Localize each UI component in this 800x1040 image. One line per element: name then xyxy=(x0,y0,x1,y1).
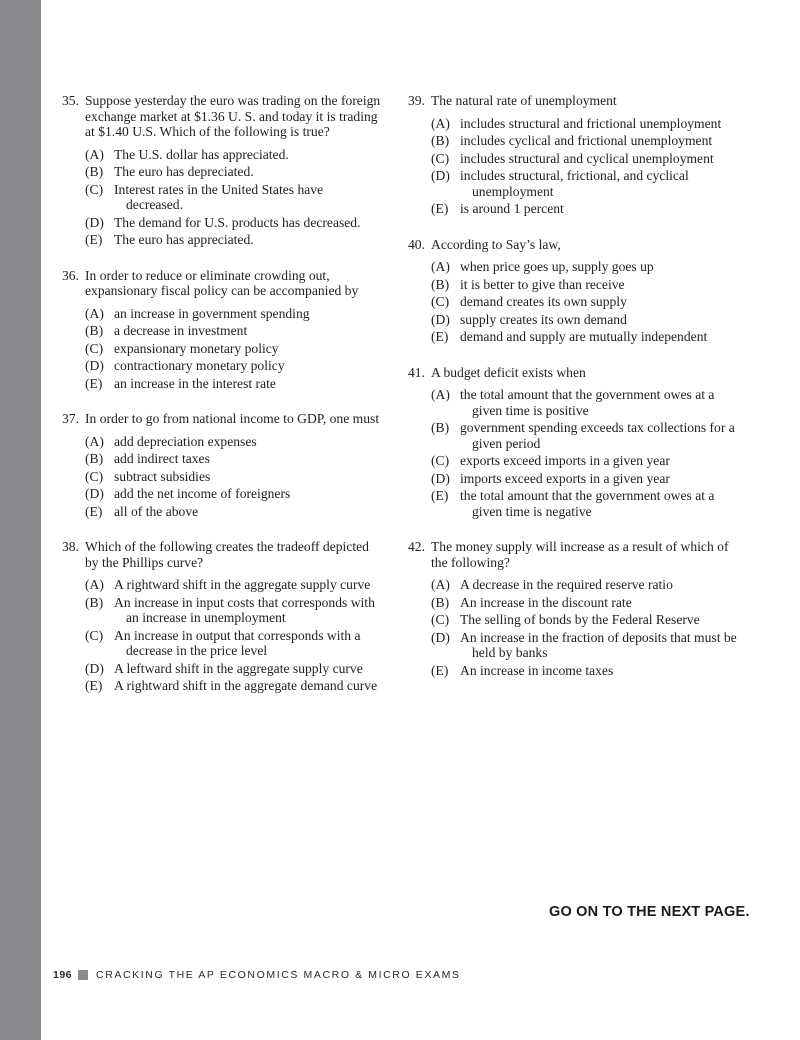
choice-text: An increase in the fraction of deposits that must be held by banks xyxy=(460,629,737,660)
choice-text: includes cyclical and frictional unemployment xyxy=(460,133,713,148)
question-number: 40. xyxy=(408,236,425,252)
choice-text: The selling of bonds by the Federal Reserve xyxy=(460,612,700,627)
choice-letter: (C) xyxy=(431,453,450,468)
choice-letter: (B) xyxy=(85,323,104,338)
answer-choice xyxy=(408,453,738,469)
answer-choice xyxy=(62,341,382,357)
choice-text: the total amount that the government owes at a given time is negative xyxy=(460,488,715,519)
choice-letter: (E) xyxy=(431,662,449,678)
answer-choice xyxy=(408,387,738,418)
choice-letter: (D) xyxy=(431,311,450,327)
answer-choice xyxy=(408,329,738,345)
choice-letter: (E) xyxy=(85,232,103,247)
choice-text: Interest rates in the United States have decreased. xyxy=(114,181,324,212)
choice-letter: (D) xyxy=(431,168,450,183)
question-stem: In order to reduce or eliminate crowding out, expansionary fiscal policy can be accompanied by xyxy=(85,267,359,298)
choice-letter: (B) xyxy=(431,276,450,292)
question-number: 38. xyxy=(62,539,79,554)
question-stem: A budget deficit exists when xyxy=(431,364,586,380)
answer-choice xyxy=(408,577,738,593)
question-number: 41. xyxy=(408,364,425,380)
question-number: 37. xyxy=(62,411,79,426)
choice-letter: (D) xyxy=(431,470,450,486)
choice-text: An increase in output that corresponds with a decrease in the price level xyxy=(114,627,361,658)
question-number: 36. xyxy=(62,267,79,283)
choice-letter: (E) xyxy=(85,503,103,519)
choice-text: add the net income of foreigners xyxy=(114,486,291,501)
choice-text: The euro has depreciated. xyxy=(114,164,254,179)
choice-letter: (C) xyxy=(85,468,104,484)
choice-text: a decrease in investment xyxy=(114,323,248,338)
answer-choice xyxy=(62,323,382,339)
question-stem: According to Say’s law, xyxy=(431,236,561,252)
answer-choice xyxy=(408,277,738,293)
answer-choice xyxy=(62,358,382,374)
answer-choice xyxy=(408,595,738,611)
choice-letter: (A) xyxy=(431,577,450,592)
question-number: 35. xyxy=(62,93,79,108)
question-41 xyxy=(408,365,738,520)
answer-choice xyxy=(408,133,738,149)
choice-text: it is better to give than receive xyxy=(460,276,625,292)
answer-choice xyxy=(62,434,382,450)
choice-letter: (B) xyxy=(431,133,450,148)
choice-text: exports exceed imports in a given year xyxy=(460,453,670,468)
answer-choice xyxy=(62,595,382,626)
answer-choices xyxy=(408,577,738,678)
choice-letter: (B) xyxy=(85,451,104,466)
choice-letter: (D) xyxy=(85,214,104,230)
choice-letter: (B) xyxy=(431,594,450,610)
choice-text: The euro has appreciated. xyxy=(114,232,254,247)
choice-text: A rightward shift in the aggregate demand curve xyxy=(114,678,378,693)
choice-letter: (D) xyxy=(85,660,104,676)
answer-choice xyxy=(62,306,382,322)
answer-choice xyxy=(62,182,382,213)
answer-choice xyxy=(408,294,738,310)
answer-choice xyxy=(408,488,738,519)
answer-choices xyxy=(408,259,738,345)
footer-square-icon xyxy=(78,970,88,980)
question-number: 39. xyxy=(408,93,425,108)
answer-choice xyxy=(408,420,738,451)
answer-choice xyxy=(408,168,738,199)
answer-choices xyxy=(408,387,738,519)
answer-choice xyxy=(62,678,382,694)
choice-letter: (C) xyxy=(431,294,450,309)
answer-choices xyxy=(62,306,382,392)
choice-text: an increase in government spending xyxy=(114,305,310,321)
question-number: 42. xyxy=(408,539,425,554)
choice-letter: (B) xyxy=(85,164,104,179)
answer-choice xyxy=(62,451,382,467)
choice-text: includes structural and cyclical unemployment xyxy=(460,150,714,166)
answer-choice xyxy=(62,628,382,659)
choice-letter: (A) xyxy=(431,259,450,274)
answer-choices xyxy=(62,434,382,520)
answer-choices xyxy=(408,116,738,217)
question-stem: In order to go from national income to GDP, one must xyxy=(85,411,380,426)
answer-choice xyxy=(408,312,738,328)
page-number: 196 xyxy=(53,969,73,981)
left-column xyxy=(62,93,382,714)
choice-letter: (C) xyxy=(431,150,450,166)
choice-text: demand creates its own supply xyxy=(460,294,627,309)
answer-choice xyxy=(408,630,738,661)
answer-choice xyxy=(62,232,382,248)
next-page-notice: GO ON TO THE NEXT PAGE. xyxy=(549,904,750,920)
choice-text: expansionary monetary policy xyxy=(114,340,279,356)
choice-text: An increase in input costs that corresponds with an increase in unemployment xyxy=(114,594,375,625)
choice-text: government spending exceeds tax collections for a given period xyxy=(460,420,735,451)
answer-choice xyxy=(408,612,738,628)
answer-choice xyxy=(62,376,382,392)
question-38 xyxy=(62,539,382,694)
choice-text: An increase in the discount rate xyxy=(460,594,632,610)
choice-letter: (C) xyxy=(85,181,104,197)
question-stem: Which of the following creates the tradeoff depicted by the Phillips curve? xyxy=(85,539,369,570)
choice-letter: (A) xyxy=(85,577,104,592)
choice-letter: (D) xyxy=(85,486,104,501)
choice-letter: (C) xyxy=(431,612,450,627)
choice-text: when price goes up, supply goes up xyxy=(460,259,654,274)
choice-text: all of the above xyxy=(114,503,199,519)
choice-letter: (C) xyxy=(85,340,104,356)
question-stem: Suppose yesterday the euro was trading on the foreign exchange market at $1.36 U. S. and today it is trading at $1.40 U.S. Which of the following is true? xyxy=(85,93,381,139)
choice-letter: (E) xyxy=(85,375,103,391)
question-stem: The money supply will increase as a result of which of the following? xyxy=(431,539,729,570)
choice-text: the total amount that the government owes at a given time is positive xyxy=(460,387,715,418)
answer-choices xyxy=(62,577,382,694)
answer-choice xyxy=(62,486,382,502)
side-margin-bar xyxy=(0,0,41,1040)
choice-letter: (E) xyxy=(431,201,449,216)
choice-letter: (A) xyxy=(85,146,104,162)
choice-text: A rightward shift in the aggregate supply curve xyxy=(114,577,371,592)
answer-choice xyxy=(62,215,382,231)
question-40 xyxy=(408,237,738,345)
choice-text: subtract subsidies xyxy=(114,468,211,484)
choice-letter: (C) xyxy=(85,627,104,643)
question-35 xyxy=(62,93,382,248)
answer-choice xyxy=(408,151,738,167)
question-36 xyxy=(62,268,382,392)
choice-text: imports exceed exports in a given year xyxy=(460,470,670,486)
question-37 xyxy=(62,411,382,519)
choice-letter: (B) xyxy=(85,594,104,610)
answer-choice xyxy=(62,164,382,180)
choice-text: An increase in income taxes xyxy=(460,662,614,678)
choice-text: includes structural, frictional, and cyclical unemployment xyxy=(460,168,689,199)
choice-letter: (E) xyxy=(85,678,103,693)
answer-choice xyxy=(408,259,738,275)
question-39 xyxy=(408,93,738,217)
book-title: CRACKING THE AP ECONOMICS MACRO & MICRO EXAMS xyxy=(96,969,461,981)
answer-choice xyxy=(408,663,738,679)
right-column xyxy=(408,93,738,698)
answer-choices xyxy=(62,147,382,248)
choice-text: A leftward shift in the aggregate supply curve xyxy=(114,660,363,676)
answer-choice xyxy=(408,471,738,487)
answer-choice xyxy=(62,577,382,593)
choice-text: add indirect taxes xyxy=(114,451,210,466)
choice-text: The demand for U.S. products has decreased. xyxy=(114,214,361,230)
choice-letter: (A) xyxy=(85,433,104,449)
choice-letter: (A) xyxy=(431,387,450,402)
choice-letter: (D) xyxy=(431,629,450,645)
answer-choice xyxy=(62,504,382,520)
choice-text: an increase in the interest rate xyxy=(114,375,276,391)
page-footer xyxy=(53,969,461,981)
choice-text: is around 1 percent xyxy=(460,201,564,216)
answer-choice xyxy=(62,147,382,163)
choice-text: supply creates its own demand xyxy=(460,311,627,327)
choice-text: add depreciation expenses xyxy=(114,433,257,449)
choice-text: The U.S. dollar has appreciated. xyxy=(114,146,289,162)
choice-text: contractionary monetary policy xyxy=(114,358,285,373)
answer-choice xyxy=(62,661,382,677)
answer-choice xyxy=(408,201,738,217)
choice-letter: (B) xyxy=(431,420,450,435)
choice-letter: (E) xyxy=(431,329,449,344)
choice-letter: (D) xyxy=(85,358,104,373)
choice-text: includes structural and frictional unemployment xyxy=(460,115,722,131)
answer-choice xyxy=(62,469,382,485)
choice-text: A decrease in the required reserve ratio xyxy=(460,577,673,592)
choice-letter: (E) xyxy=(431,488,449,503)
choice-letter: (A) xyxy=(431,115,450,131)
answer-choice xyxy=(408,116,738,132)
choice-text: demand and supply are mutually independent xyxy=(460,329,708,344)
question-stem: The natural rate of unemployment xyxy=(431,93,617,108)
choice-letter: (A) xyxy=(85,305,104,321)
question-42 xyxy=(408,539,738,678)
